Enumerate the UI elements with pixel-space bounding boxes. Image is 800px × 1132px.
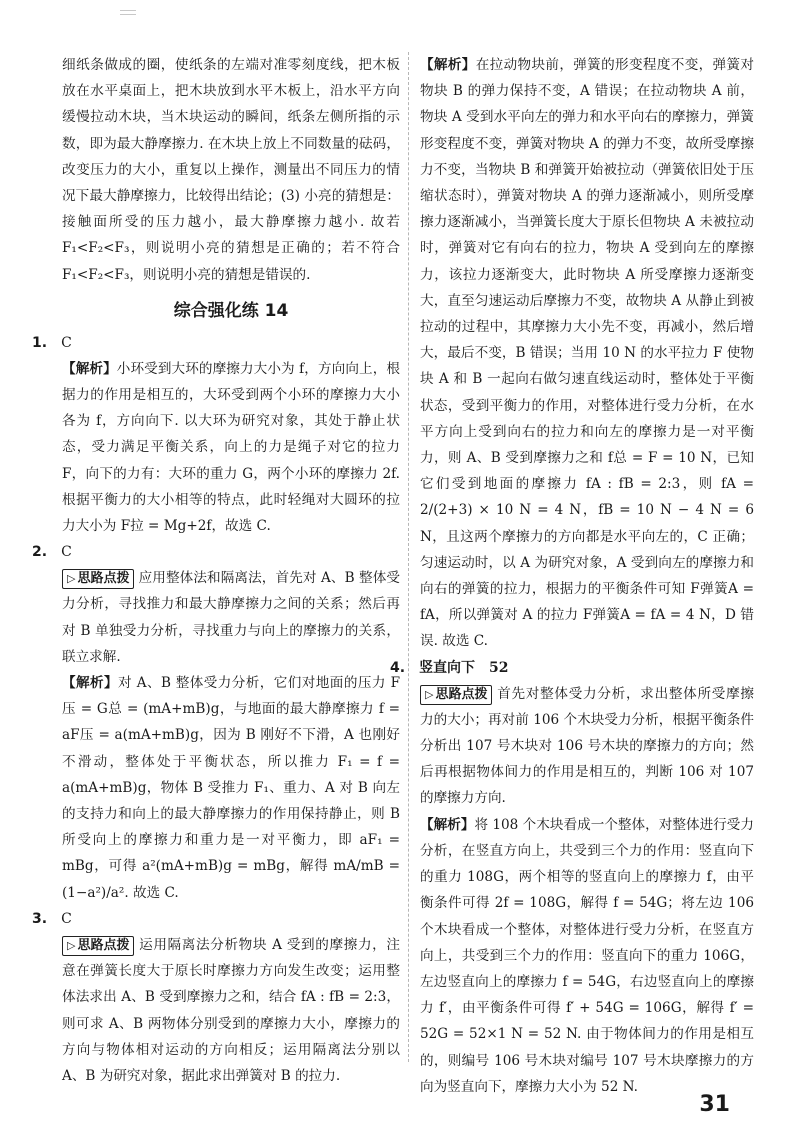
question-1-number: 1. [32,334,48,351]
question-2-analysis-text: 对 A、B 整体受力分析，它们对地面的压力 F压 = G总 = (mA+mB)g，与地面的最大静摩擦力 f = aF压 = a(mA+mB)g，因为 B 刚好不下滑，A 也刚好不滑动，整体处于平衡状态，所以推力 F₁ = f = a(mA+mB)g，物体 B 受推力 F₁、重力、A 对 B 向左的支持力和向上的最大静摩擦力的作用保持静止，则 B 所受向上的摩擦力和重力是一对平衡力，即 aF₁ = mBg，可得 a²(mA+mB)g = mBg，解得 mA/mB = (1−a²)/a². 故选 C. [62,675,401,901]
top-ornament [120,10,136,15]
question-2 [32,539,401,906]
question-2-answer: C [61,544,72,561]
chevron-right-icon: ▷ [67,572,76,586]
hint-badge [420,685,492,705]
question-3-hint-text: 运用隔离法分析物块 A 受到的摩擦力，注意在弹簧长度大于原长时摩擦力方向发生改变；运用整体法求出 A、B 受到摩擦力之和，结合 fA : fB = 2:3，则可求 A、B 两物体分别受到的摩擦力大小，摩擦力的方向与物体相对运动的方向相反；运用隔离法分别以 A、B 为研究对象，据此求出弹簧对 B 的拉力. [62,936,400,1084]
question-1-analysis-text: 小环受到大环的摩擦力大小为 f，方向向上，根据力的作用是相互的，大环受到两个小环的摩擦力大小各为 f，方向向下. 以大环为研究对象，其处于静止状态，受力满足平衡关系，向上的力是绳子对它的拉力 F，向下的力有：大环的重力 G，两个小环的摩擦力 2f. 根据平衡力的大小相等的特点，此时轻绳对大圆环的拉力大小为 F拉 = Mg+2f，故选 C. [62,360,400,535]
chevron-right-icon: ▷ [67,938,76,952]
question-4-hint [420,681,754,812]
section-title: 综合强化练 14 [173,300,289,321]
question-1-header [32,330,400,356]
question-4-answer: 竖直向下 52 [419,659,509,676]
question-3-answer: C [61,910,72,927]
right-column [390,52,755,1100]
question-2-number: 2. [32,544,48,561]
column-divider [408,52,409,1062]
question-3 [32,906,400,1089]
analysis-tag: 【解析】 [62,675,119,692]
question-4 [390,655,754,1100]
question-4-number: 4. [390,659,406,676]
analysis-tag: 【解析】 [420,57,476,73]
page-number: 31 [699,1092,730,1117]
question-4-hint-text: 首先对整体受力分析，求出整体所受摩擦力的大小；再对前 106 个木块受力分析，根据平衡条件分析出 107 号木块对 106 号木块的摩擦力的方向；然后再根据物体间力的作用是相互的，判断 106 对 107 的摩擦力方向. [420,685,754,807]
hint-badge [62,569,134,589]
hint-label: 思路点拨 [77,571,130,587]
question-4-analysis [420,812,754,1100]
analysis-tag: 【解析】 [62,360,117,377]
hint-label: 思路点拨 [77,937,130,953]
question-2-analysis [62,670,400,906]
left-column [32,52,401,1089]
chevron-right-icon: ▷ [425,687,434,701]
question-3-analysis [420,52,754,655]
question-4-header [390,655,754,681]
hint-label: 思路点拨 [435,686,488,702]
question-2-hint [62,565,400,670]
question-2-header [32,539,400,565]
question-1-answer: C [61,334,72,351]
question-3-analysis-text: 在拉动物块前，弹簧的形变程度不变，弹簧对物块 B 的弹力保持不变，A 错误；在拉动物块 A 前，物块 A 受到水平向左的弹力和水平向右的摩擦力，弹簧形变程度不变，弹簧对物块 A 的弹力不变，故所受摩擦力不变，当物块 B 和弹簧开始被拉动（弹簧依旧处于压缩状态时），弹簧对物块 A 的弹力逐渐减小，则所受摩擦力逐渐减小，当弹簧长度大于原长但物块 A 未被拉动时，弹簧对它有向右的拉力，物块 A 受到向左的摩擦力，该拉力逐渐变大，此时物块 A 所受摩擦力逐渐变大，直至匀速运动后摩擦力不变，故物块 A 从静止到被拉动的过程中，其摩擦力大小先不变，再减小，然后增大，最后不变，B 错误；当用 10 N 的水平拉力 F 使物块 A 和 B 一起向右做匀速直线运动时，整体处于平衡状态，受到平衡力的作用，对整体进行受力分析，在水平方向上受到向右的拉力和向左的摩擦力是一对平衡力，则 A、B 受到摩擦力之和 f总 = F = 10 N，已知它们受到地面的摩擦力 fA : fB = 2:3，则 fA = 2/(2+3) × 10 N = 4 N，fB = 10 N − 4 N = 6 N，且这两个摩擦力的方向都是水平向左的，C 正确；匀速运动时，以 A 为研究对象，A 受到向左的摩擦力和向右的弹簧的拉力，根据力的平衡条件可知 F弹簧A = fA，所以弹簧对 A 的拉力 F弹簧A = fA = 4 N，D 错误. 故选 C. [420,57,755,650]
analysis-tag: 【解析】 [420,816,475,833]
question-3-hint [62,932,400,1089]
question-3-header [32,906,400,932]
continuation-text: 细纸条做成的圈，使纸条的左端对准零刻度线，把木板放在水平桌面上，把木块放到水平木板上，沿水平方向缓慢拉动木块，当木块运动的瞬间，纸条左侧所指的示数，即为最大静摩擦力. 在木块上放上不同数量的砝码，改变压力的大小，重复以上操作，测量出不同压力的情况下最大静摩擦力，比较得出结论；(3) 小亮的猜想是：接触面所受的压力越小，最大静摩擦力越小. 故若 F₁<F₂<F₃，则说明小亮的猜想是正确的；若不符合 F₁<F₂<F₃，则说明小亮的猜想是错误的. [62,57,400,283]
question-2-hint-text: 应用整体法和隔离法，首先对 A、B 整体受力分析，寻找推力和最大静摩擦力之间的关系；然后再对 B 单独受力分析，寻找重力与向上的摩擦力的关系，联立求解. [62,570,400,665]
question-1-analysis [62,356,400,539]
question-3-number: 3. [32,910,48,927]
question-1 [32,330,400,539]
hint-badge [62,936,134,956]
question-4-analysis-text: 将 108 个木块看成一个整体，对整体进行受力分析，在竖直方向上，共受到三个力的作用：竖直向下的重力 108G，两个相等的竖直向上的摩擦力 f，由平衡条件可得 2f = 108G，解得 f = 54G；将左边 106 个木块看成一个整体，对整体进行受力分析，在竖直方向上，共受到三个力的作用：竖直向下的重力 106G，左边竖直向上的摩擦力 f = 54G，右边竖直向上的摩擦力 f′，由平衡条件可得 f′ + 54G = 106G，解得 f′ = 52G = 52×1 N = 52 N. 由于物体间力的作用是相互的，则编号 106 号木块对编号 107 号木块摩擦力的方向为竖直向下，摩擦力大小为 52 N. [420,816,754,1095]
